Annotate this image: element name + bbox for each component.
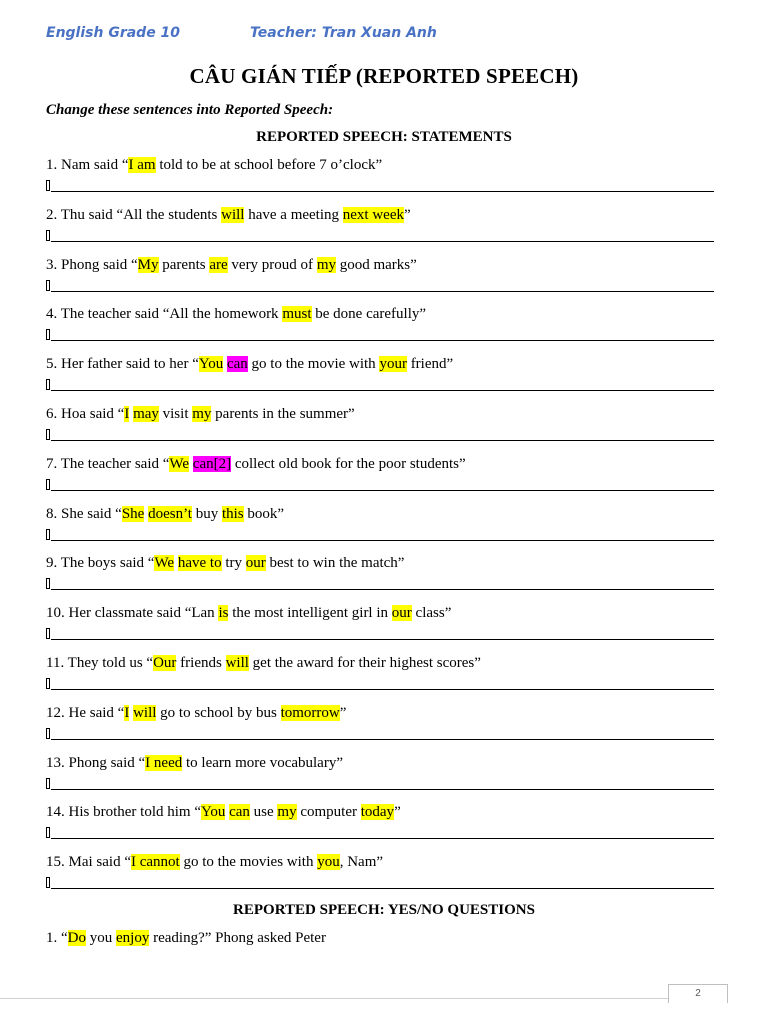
sentence-text: to learn more vocabulary” bbox=[182, 754, 343, 771]
answer-line[interactable] bbox=[46, 727, 714, 745]
highlighted-word: I need bbox=[145, 754, 183, 771]
sentence-text: 13. Phong said “ bbox=[46, 754, 146, 771]
exercise-sentence bbox=[46, 405, 714, 423]
highlighted-word: Do bbox=[67, 930, 87, 946]
sentence-text: 12. He said “ bbox=[46, 704, 125, 721]
highlighted-word: I bbox=[124, 406, 130, 422]
sentence-text: buy bbox=[191, 505, 222, 522]
answer-line[interactable] bbox=[46, 826, 714, 844]
answer-underline bbox=[51, 589, 714, 590]
highlighted-word: our bbox=[391, 605, 412, 622]
sentence-text: the most intelligent girl in bbox=[228, 605, 392, 622]
highlighted-word: my bbox=[316, 256, 336, 273]
answer-line[interactable] bbox=[46, 428, 714, 446]
sentence-text: reading?” Phong asked Peter bbox=[149, 930, 326, 946]
sentence-text: 11. They told us “ bbox=[46, 655, 154, 671]
highlighted-word: may bbox=[133, 406, 159, 422]
exercise-item bbox=[46, 604, 714, 645]
sentence-text: ” bbox=[394, 804, 401, 821]
exercise-item bbox=[46, 754, 714, 795]
section-heading-statements: REPORTED SPEECH: STATEMENTS bbox=[256, 129, 512, 145]
highlighted-word: I am bbox=[128, 157, 156, 173]
sentence-text: 5. Her father said to her “ bbox=[46, 356, 199, 373]
highlighted-word: We bbox=[154, 555, 175, 572]
arrow-bullet-icon bbox=[46, 429, 50, 440]
sentence-text: 10. Her classmate said “Lan bbox=[46, 605, 219, 622]
exercise-sentence bbox=[46, 803, 714, 821]
sentence-text: try bbox=[221, 555, 246, 572]
exercise-sentence bbox=[46, 654, 714, 672]
sentence-text: parents bbox=[158, 256, 210, 273]
answer-underline bbox=[51, 689, 714, 690]
exercise-sentence bbox=[46, 305, 714, 323]
exercise-item bbox=[46, 704, 714, 745]
highlighted-word: will bbox=[225, 655, 249, 671]
exercise-sentence bbox=[46, 853, 714, 871]
sentence-text: go to school by bus bbox=[156, 704, 281, 721]
highlighted-word: My bbox=[137, 256, 159, 273]
sentence-text: visit bbox=[158, 406, 193, 422]
arrow-bullet-icon bbox=[46, 529, 50, 540]
sentence-text: 15. Mai said “ bbox=[46, 854, 131, 871]
highlighted-word-magenta: can bbox=[226, 356, 248, 373]
highlighted-word: this bbox=[221, 505, 244, 522]
highlighted-word: You bbox=[200, 804, 226, 821]
arrow-bullet-icon bbox=[46, 728, 50, 739]
answer-underline bbox=[51, 540, 714, 541]
sentence-text: 8. She said “ bbox=[46, 505, 122, 522]
instruction-text: Change these sentences into Reported Speech: bbox=[46, 102, 334, 118]
exercise-sentence bbox=[46, 754, 714, 772]
arrow-bullet-icon bbox=[46, 578, 50, 589]
answer-line[interactable] bbox=[46, 378, 714, 396]
answer-underline bbox=[51, 639, 714, 640]
exercise-item bbox=[46, 256, 714, 297]
sentence-text: ” bbox=[339, 704, 347, 721]
answer-line[interactable] bbox=[46, 279, 714, 297]
highlighted-word: can bbox=[229, 804, 250, 821]
sentence-text: 9. The boys said “ bbox=[46, 555, 155, 572]
sentence-text: 1. Nam said “ bbox=[46, 157, 129, 173]
highlighted-word: my bbox=[192, 406, 212, 422]
highlighted-word: are bbox=[209, 256, 228, 273]
answer-underline bbox=[51, 340, 714, 341]
section-heading-yes-no-questions: REPORTED SPEECH: YES/NO QUESTIONS bbox=[233, 902, 535, 918]
sentence-text: go to the movies with bbox=[179, 854, 318, 871]
answer-underline bbox=[51, 390, 714, 391]
sentence-text: collect old book for the poor students” bbox=[231, 455, 466, 472]
course-label: English Grade 10 bbox=[46, 25, 181, 41]
page-title: CÂU GIÁN TIẾP (REPORTED SPEECH) bbox=[189, 64, 579, 88]
exercise-sentence bbox=[46, 704, 714, 722]
answer-underline bbox=[51, 838, 714, 839]
arrow-bullet-icon bbox=[46, 479, 50, 490]
footer-divider bbox=[0, 998, 668, 999]
exercise-item bbox=[46, 505, 714, 546]
sentence-text: friends bbox=[176, 655, 226, 671]
sentence-text: 7. The teacher said “ bbox=[46, 455, 170, 472]
highlighted-word: Our bbox=[153, 655, 177, 671]
answer-underline bbox=[51, 789, 714, 790]
answer-underline bbox=[51, 241, 714, 242]
exercise-item bbox=[46, 156, 714, 197]
exercise-sentence bbox=[46, 355, 714, 373]
highlighted-word: will bbox=[221, 206, 245, 223]
highlighted-word: our bbox=[245, 555, 266, 572]
exercise-sentence bbox=[46, 505, 714, 523]
answer-line[interactable] bbox=[46, 229, 714, 247]
highlighted-word: doesn’t bbox=[148, 505, 192, 522]
arrow-bullet-icon bbox=[46, 827, 50, 838]
exercise-item bbox=[46, 206, 714, 247]
answer-line[interactable] bbox=[46, 478, 714, 496]
exercise-item bbox=[46, 455, 714, 496]
highlighted-word: enjoy bbox=[116, 930, 150, 946]
highlighted-word: will bbox=[133, 704, 157, 721]
sentence-text: 2. Thu said “All the students bbox=[46, 206, 222, 223]
sentence-text: class” bbox=[411, 605, 452, 622]
answer-underline bbox=[51, 739, 714, 740]
exercise-item bbox=[46, 803, 714, 844]
sentence-text: , Nam” bbox=[339, 854, 384, 871]
sentence-text: 6. Hoa said “ bbox=[46, 406, 125, 422]
answer-underline bbox=[51, 440, 714, 441]
sentence-text: get the award for their highest scores” bbox=[248, 655, 481, 671]
answer-line[interactable] bbox=[46, 528, 714, 546]
exercise-item bbox=[46, 355, 714, 396]
arrow-bullet-icon bbox=[46, 628, 50, 639]
exercise-item bbox=[46, 305, 714, 346]
sentence-text: you bbox=[86, 930, 117, 946]
document-header bbox=[46, 25, 437, 41]
highlighted-word: today bbox=[360, 804, 395, 821]
exercise-sentence bbox=[46, 455, 714, 473]
exercise-sentence bbox=[46, 156, 714, 174]
sentence-text: parents in the summer” bbox=[211, 406, 355, 422]
sentence-text: friend” bbox=[406, 356, 454, 373]
page-number: 2 bbox=[668, 984, 728, 1003]
highlighted-word-magenta: can[2] bbox=[192, 455, 232, 472]
arrow-bullet-icon bbox=[46, 280, 50, 291]
exercise-item bbox=[46, 853, 714, 894]
highlighted-word: have to bbox=[177, 555, 222, 572]
teacher-label: Teacher: Tran Xuan Anh bbox=[250, 25, 437, 41]
highlighted-word: next week bbox=[342, 206, 404, 223]
sentence-text: 14. His brother told him “ bbox=[46, 804, 201, 821]
answer-line[interactable] bbox=[46, 179, 714, 197]
answer-line[interactable] bbox=[46, 777, 714, 795]
sentence-text: 3. Phong said “ bbox=[46, 256, 138, 273]
answer-line[interactable] bbox=[46, 577, 714, 595]
exercise-sentence bbox=[46, 256, 714, 274]
answer-line[interactable] bbox=[46, 328, 714, 346]
sentence-text: book” bbox=[243, 505, 285, 522]
highlighted-word: must bbox=[282, 306, 312, 323]
arrow-bullet-icon bbox=[46, 678, 50, 689]
arrow-bullet-icon bbox=[46, 230, 50, 241]
answer-underline bbox=[51, 888, 714, 889]
highlighted-word: She bbox=[121, 505, 145, 522]
sentence-text: good marks” bbox=[335, 256, 417, 273]
answer-underline bbox=[51, 291, 714, 292]
exercise-sentence bbox=[46, 554, 714, 572]
highlighted-word: my bbox=[277, 804, 297, 821]
sentence-text: have a meeting bbox=[244, 206, 343, 223]
highlighted-word: is bbox=[218, 605, 229, 622]
answer-line[interactable] bbox=[46, 677, 714, 695]
highlighted-word: I bbox=[124, 704, 130, 721]
sentence-text: go to the movie with bbox=[247, 356, 380, 373]
exercise-item bbox=[46, 654, 714, 695]
highlighted-word: I cannot bbox=[130, 854, 180, 871]
exercise-item bbox=[46, 405, 714, 446]
arrow-bullet-icon bbox=[46, 329, 50, 340]
arrow-bullet-icon bbox=[46, 877, 50, 888]
sentence-text: very proud of bbox=[227, 256, 317, 273]
answer-underline bbox=[51, 191, 714, 192]
highlighted-word: You bbox=[198, 356, 224, 373]
exercise-item bbox=[46, 554, 714, 595]
answer-underline bbox=[51, 490, 714, 491]
sentence-text: 4. The teacher said “All the homework bbox=[46, 306, 283, 323]
sentence-text: told to be at school before 7 o’clock” bbox=[155, 157, 383, 173]
highlighted-word: tomorrow bbox=[280, 704, 340, 721]
arrow-bullet-icon bbox=[46, 379, 50, 390]
arrow-bullet-icon bbox=[46, 778, 50, 789]
exercise-sentence bbox=[46, 929, 714, 947]
highlighted-word: your bbox=[379, 356, 407, 373]
sentence-text: use bbox=[249, 804, 278, 821]
highlighted-word: you bbox=[317, 854, 340, 871]
answer-line[interactable] bbox=[46, 876, 714, 894]
exercise-item bbox=[46, 929, 714, 947]
arrow-bullet-icon bbox=[46, 180, 50, 191]
sentence-text: 1. “ bbox=[46, 930, 68, 946]
sentence-text: computer bbox=[296, 804, 361, 821]
sentence-text: be done carefully” bbox=[311, 306, 427, 323]
highlighted-word: We bbox=[169, 455, 190, 472]
exercise-sentence bbox=[46, 604, 714, 622]
sentence-text: ” bbox=[404, 206, 411, 223]
answer-line[interactable] bbox=[46, 627, 714, 645]
exercise-sentence bbox=[46, 206, 714, 224]
sentence-text: best to win the match” bbox=[265, 555, 405, 572]
